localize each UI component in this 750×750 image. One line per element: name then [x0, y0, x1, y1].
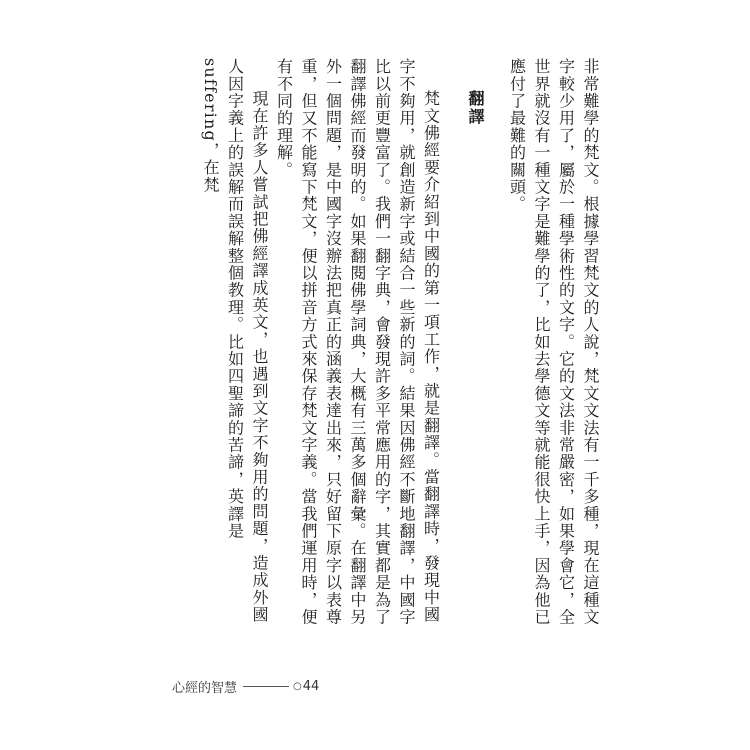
book-title: 心經的智慧 — [172, 681, 238, 696]
paragraph-english: 現在許多人嘗試把佛經譯成英文，也遇到文字不夠用的問題，造成外國人因字義上的誤解而誤解整個教理。比如四聖諦的苦諦，英譯是 suffering，在梵 — [201, 58, 269, 624]
footer-rule — [243, 686, 289, 687]
vertical-text-block — [198, 58, 603, 628]
section-heading: 翻譯 — [466, 90, 485, 126]
page-marker-icon: ○ — [293, 681, 302, 692]
paragraph-translation: 梵文佛經要介紹到中國的第一項工作，就是翻譯。當翻譯時，發現中國字不夠用，就創造新字或結合一些新的詞。結果因佛經不斷地翻譯，中國字比以前更豐富了。我們一翻字典，會發現許多平常應用的字，其實都是為了翻譯佛經而發明的。如果翻閱佛學詞典，大概有三萬多個辭彙。在翻譯中另外一個問題，是中國字沒辦法把真正的涵義表達出來，只好留下原字以表尊重，但又不能寫下梵文，便以拼音方式來保存梵文字義。當我們運用時，便有不同的理解。 — [274, 58, 441, 626]
page-footer — [172, 677, 319, 696]
page-number: 44 — [302, 679, 320, 694]
intro-paragraph: 非常難學的梵文。根據學習梵文的人說，梵文文法有一千多種，現在這種文字較少用了，屬於一種學術性的文字。它的文法非常嚴密，如果學會它，全世界就沒有一種文字是難學的了，比如去學德文等就能很快上手，因為他已應付了最難的關頭。 — [507, 58, 600, 626]
